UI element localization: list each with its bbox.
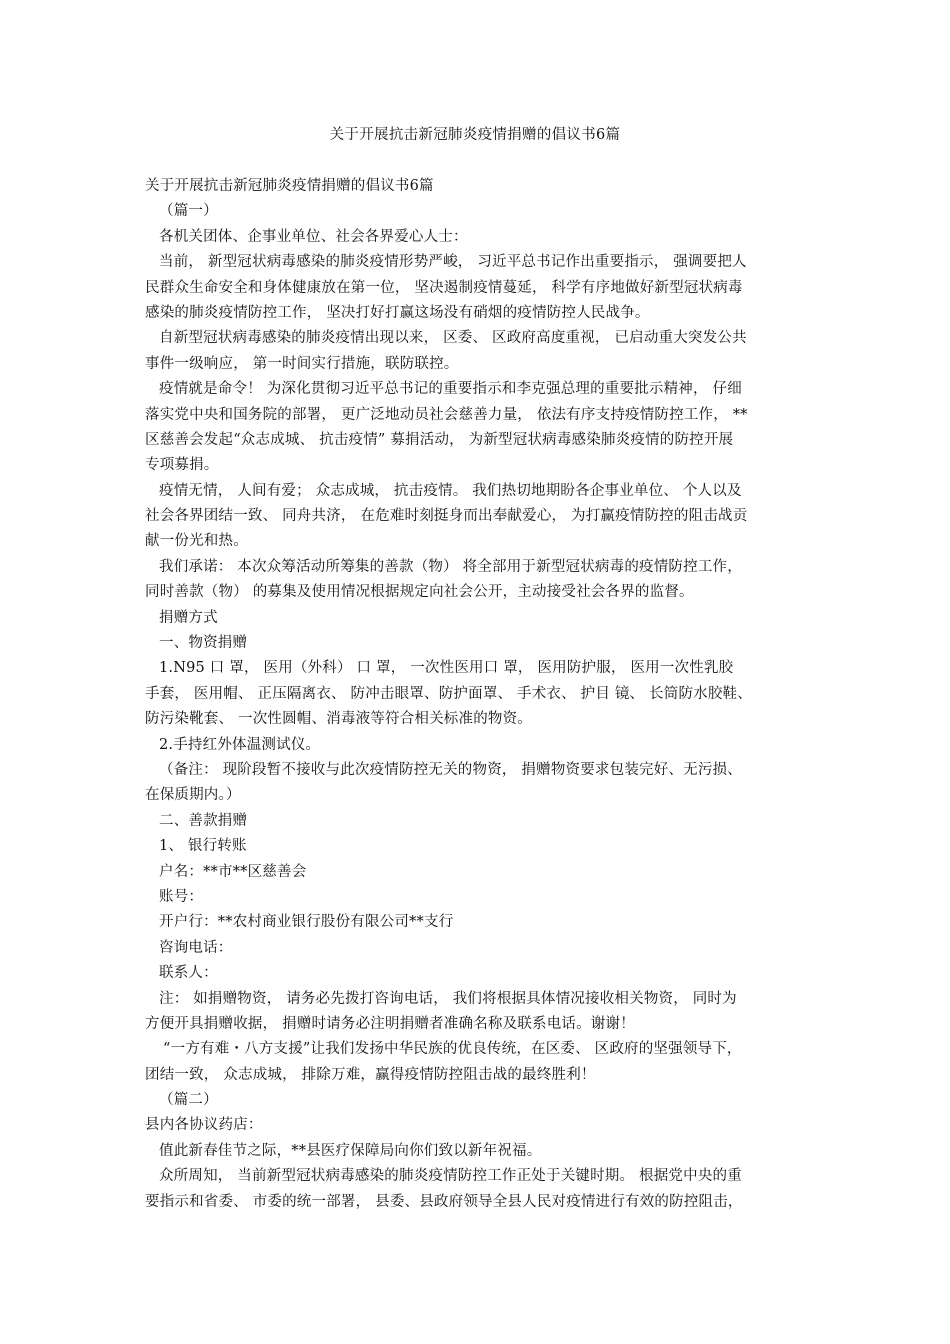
document-body [145,174,810,1215]
paragraph-line: 社会各界团结一致、 同舟共济， 在危难时刻挺身而出奉献爱心， 为打赢疫情防控的阻击战贡 [145,508,748,525]
paragraph-line: 注： 如捐赠物资， 请务必先拨打咨询电话， 我们将根据具体情况接收相关物资， 同时为 [159,990,737,1007]
paragraph-line: 联系人： [159,965,218,982]
paragraph-line: 开户行：**农村商业银行股份有限公司**支行 [159,914,454,931]
paragraph-line: 县内各协议药店： [145,1117,263,1134]
paragraph-line: 1、 银行转账 [159,838,247,855]
paragraph-line: 献一份光和热。 [145,533,248,550]
paragraph-line: 各机关团体、企事业单位、社会各界爱心人士： [159,228,468,245]
paragraph-line: 防污染靴套、 一次性圆帽、消毒液等符合相关标准的物资。 [145,711,533,728]
paragraph-line: （备注： 现阶段暂不接收与此次疫情防控无关的物资， 捐赠物资要求包装完好、无污损、 [159,761,742,778]
page-title: 关于开展抗击新冠肺炎疫情捐赠的倡议书6篇 [329,127,621,143]
paragraph-line: 事件一级响应， 第一时间实行措施，联防联控。 [145,355,459,372]
paragraph-line: 我们承诺： 本次众筹活动所筹集的善款（物） 将全部用于新型冠状病毒的疫情防控工作， [159,558,742,575]
paragraph-line: 民群众生命安全和身体健康放在第一位， 坚决遏制疫情蔓延， 科学有序地做好新型冠状病毒 [145,279,743,296]
paragraph-line: 1.N95 口 罩， 医用（外科） 口 罩， 一次性医用口 罩， 医用防护服， 医用一次性乳胶 [159,660,734,677]
paragraph-line: 方便开具捐赠收据， 捐赠时请务必注明捐赠者准确名称及联系电话。谢谢！ [145,1015,635,1032]
paragraph-line: 二、善款捐赠 [159,812,248,829]
paragraph-line: 捐赠方式 [159,609,218,626]
paragraph-line: 当前， 新型冠状病毒感染的肺炎疫情形势严峻， 习近平总书记作出重要指示， 强调要把人 [159,254,747,271]
paragraph-line: 众所周知， 当前新型冠状病毒感染的肺炎疫情防控工作正处于关键时期。 根据党中央的重 [159,1168,742,1185]
paragraph-line: 同时善款（物） 的募集及使用情况根据规定向社会公开，主动接受社会各界的监督。 [145,584,694,601]
paragraph-line: （篇一） [159,203,218,220]
paragraph-line: 专项募捐。 [145,457,219,474]
paragraph-line: 感染的肺炎疫情防控工作， 坚决打好打赢这场没有硝烟的疫情防控人民战争。 [145,304,650,321]
paragraph-line: 户名：**市**区慈善会 [159,863,307,880]
paragraph-line: （篇二） [159,1092,218,1109]
paragraph-line: 手套， 医用帽、 正压隔离衣、 防冲击眼罩、防护面罩、 手术衣、 护目 镜、 长筒防水胶鞋、 [145,685,752,702]
paragraph-line: 要指示和省委、 市委的统一部署， 县委、县政府领导全县人民对疫情进行有效的防控阻击， [145,1193,743,1210]
paragraph-line: 疫情无情， 人间有爱； 众志成城， 抗击疫情。 我们热切地期盼各企事业单位、 个人以及 [159,482,742,499]
paragraph-line: 区慈善会发起“众志成城、 抗击疫情” 募捐活动， 为新型冠状病毒感染肺炎疫情的防控开展 [145,431,734,448]
paragraph-line: 值此新春佳节之际，**县医疗保障局向你们致以新年祝福。 [159,1142,542,1159]
paragraph-line: 在保质期内。） [145,787,241,804]
paragraph-line: 一、物资捐赠 [159,635,248,652]
paragraph-line: 疫情就是命令！ 为深化贯彻习近平总书记的重要指示和李克强总理的重要批示精神， 仔细 [159,381,742,398]
paragraph-line: 账号： [159,888,204,905]
paragraph-line: 2.手持红外体温测试仪。 [159,736,321,753]
paragraph-line: 关于开展抗击新冠肺炎疫情捐赠的倡议书6篇 [145,178,434,194]
paragraph-line: 团结一致， 众志成城， 排除万难，赢得疫情防控阻击战的最终胜利！ [145,1066,596,1083]
paragraph-line: 落实党中央和国务院的部署， 更广泛地动员社会慈善力量， 依法有序支持疫情防控工作， ** [145,406,748,423]
paragraph-line: 自新型冠状病毒感染的肺炎疫情出现以来， 区委、 区政府高度重视， 已启动重大突发公共 [159,330,747,347]
paragraph-line: “一方有难・八方支援”让我们发扬中华民族的优良传统，在区委、 区政府的坚强领导下， [163,1041,742,1058]
paragraph-line: 咨询电话： [159,939,233,956]
